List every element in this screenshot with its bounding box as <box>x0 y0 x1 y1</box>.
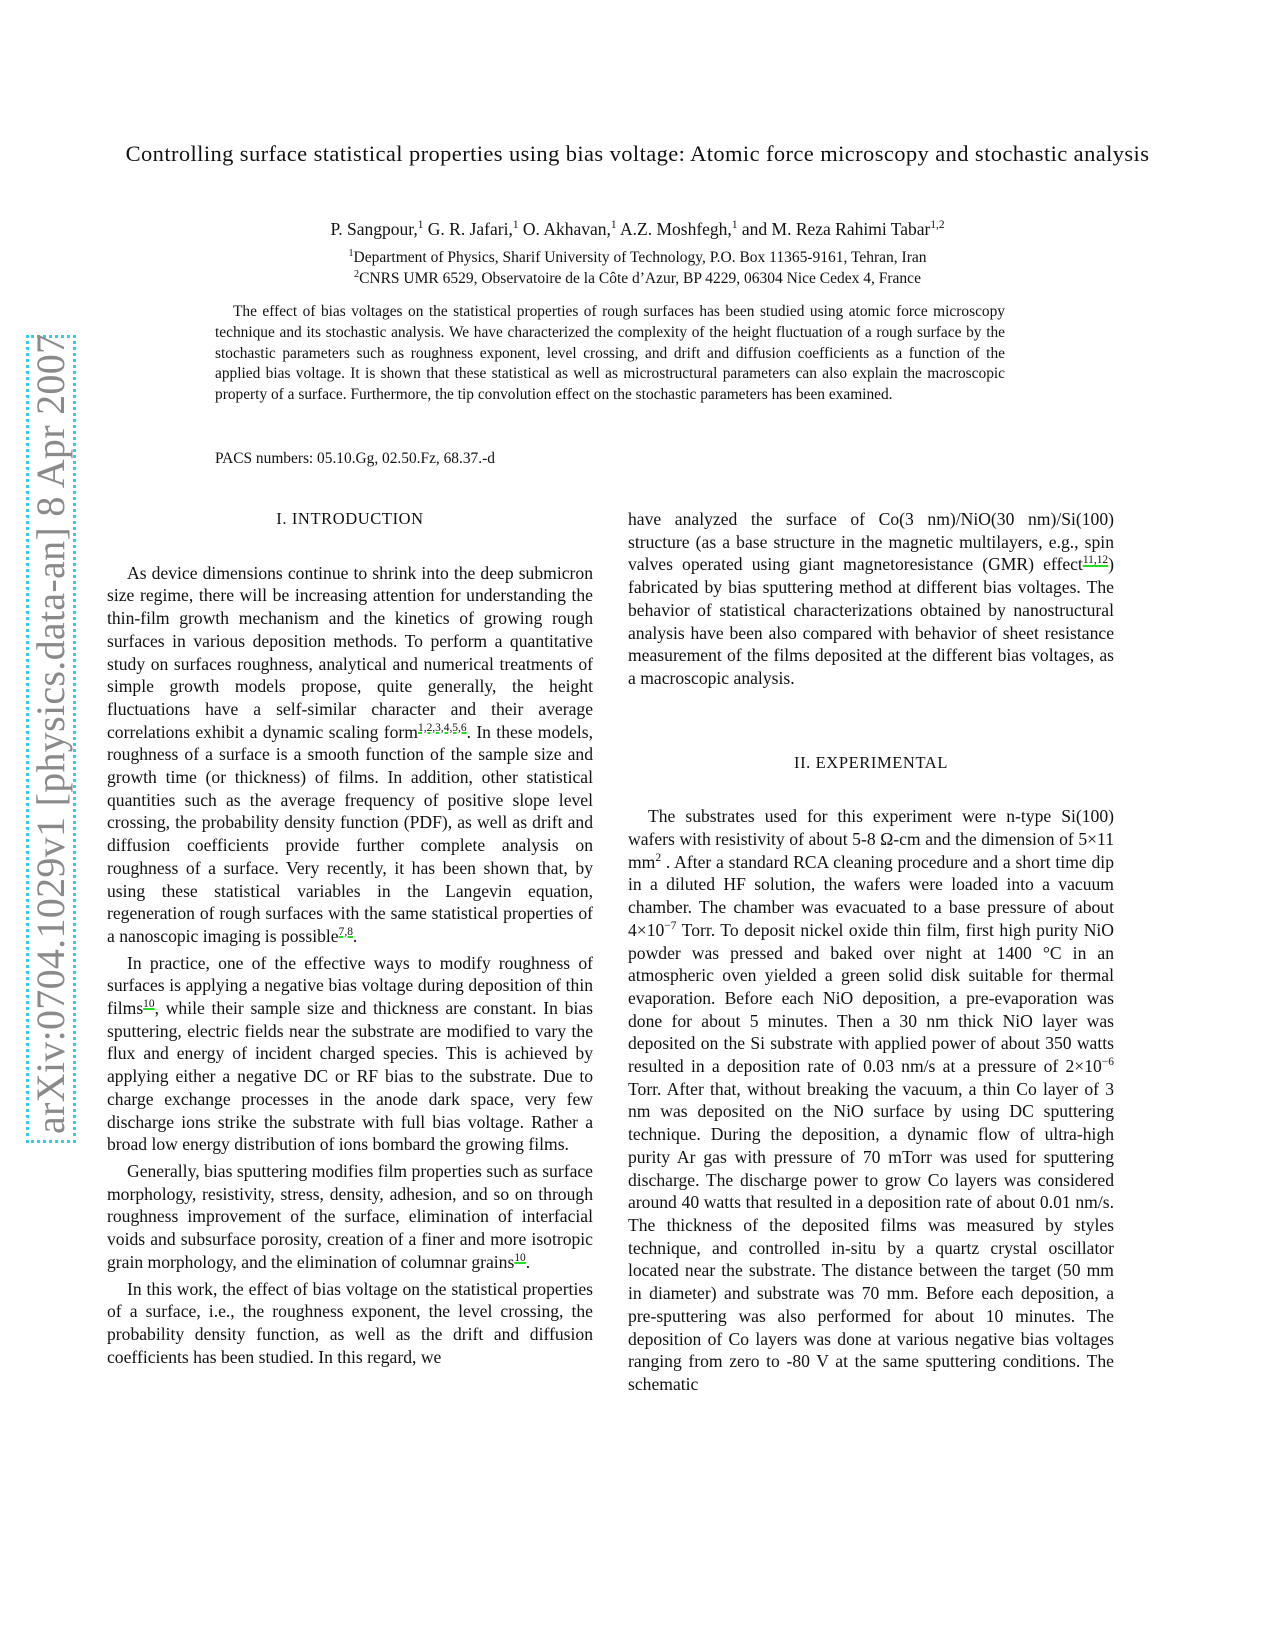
introduction-continued <box>628 508 1114 690</box>
text-run: . After a standard RCA cleaning procedure and a short time dip in a diluted HF solution, the wafers were loaded into a vacuum chamber. The chamber was evacuated to a base pressure of about 4×10 <box>628 851 1114 940</box>
text-run: The substrates used for this experiment were n-type Si(100) wafers with resistivity of about 5-8 Ω-cm and the dimension of 5×11 mm <box>628 806 1114 872</box>
text-run: Torr. To deposit nickel oxide thin film, first high purity NiO powder was pressed and baked over night at 1400 °C in an atmospheric oven yielded a green solid disk suitable for thermal evaporation. Before each NiO deposition, a pre-evaporation was done for about 5 minutes. Then a 30 nm thick NiO layer was deposited on the Si substrate with applied power of about 350 watts resulted in a deposition rate of 0.03 nm/s at a pressure of 2×10 <box>628 919 1114 1077</box>
text-run: . In these models, roughness of a surface is a smooth function of the sample size and growth time (or thickness) of films. In addition, other statistical quantities such as the average frequency of positive slope level crossing, the probability density function (PDF), as well as drift and diffusion coefficients provide further complete analysis on roughness of a surface. Very recently, it has been shown that, by using these statistical variables in the Langevin equation, regeneration of rough surfaces with the same statistical properties of a nanoscopic imaging is possible <box>107 721 594 946</box>
author: and M. Reza Rahimi Tabar$^{1,2}$ <box>741 219 945 239</box>
text-run: ) fabricated by bias sputtering method at different bias voltages. The behavior of statistical characterizations obtained by nanostructural analysis have been also compared with behavior of sheet resistance measurement of the films deposited at the different bias voltages, as a macroscopic analysis. <box>628 554 1114 688</box>
superscript: −7 <box>664 919 677 932</box>
paragraph <box>107 562 593 948</box>
text-run: In this work, the effect of bias voltage on the statistical properties of a surface, i.e., the roughness exponent, the level crossing, the probability density function, as well as the drift and diffusion coefficients has been studied. In this regard, we <box>107 1278 593 1367</box>
text-run: Torr. After that, without breaking the vacuum, a thin Co layer of 3 nm was deposited on the NiO surface by using DC sputtering technique. During the deposition, a dynamic flow of ultra-high purity Ar gas with pressure of 70 mTorr was used for sputtering discharge. The discharge power to grow Co layers was considered around 40 watts that resulted in a deposition rate of about 0.01 nm/s. The thickness of the deposited films was measured by styles technique, and controlled in-situ by a quartz crystal oscillator located near the substrate. The distance between the target (50 mm in diameter) and substrate was 70 mm. Before each deposition, a pre-sputtering was also performed for about 10 minutes. The deposition of Co layers was done at various negative bias voltages ranging from zero to -80 V at the same sputtering conditions. The schematic <box>628 1078 1114 1394</box>
right-column <box>628 508 1114 1400</box>
experimental-body <box>628 805 1114 1395</box>
section-heading-introduction: I. INTRODUCTION <box>276 509 424 528</box>
citation-link[interactable]: 7,8 <box>338 926 353 939</box>
author: G. R. Jafari,$^1$ <box>427 219 519 239</box>
paragraph <box>628 805 1114 1395</box>
author-list <box>0 219 1275 240</box>
introduction-body <box>107 562 593 1369</box>
text-run: . <box>352 925 358 946</box>
pacs-numbers: PACS numbers: 05.10.Gg, 02.50.Fz, 68.37.-d <box>215 450 495 467</box>
arxiv-stamp: arXiv:0704.1029v1 [physics.data-an] 8 Apr 2007 <box>26 335 76 1143</box>
author: A.Z. Moshfegh,$^1$ <box>620 219 738 239</box>
text-run: In practice, one of the effective ways to modify roughness of surfaces is applying a negative bias voltage during deposition of thin films <box>107 952 593 1019</box>
text-run: , while their sample size and thickness are constant. In bias sputtering, electric fields near the substrate are modified to vary the flux and energy of incident charged species. This is achieved by applying either a negative DC or RF bias to the substrate. Due to charge exchange processes in the anode dark space, very few discharge ions strike the substrate with full bias voltage. Rather a broad low energy distribution of ions bombard the growing films. <box>107 998 593 1155</box>
citation-link[interactable]: 11,12 <box>1082 554 1109 567</box>
citation-link[interactable]: 1,2,3,4,5,6 <box>417 721 467 734</box>
citation-link[interactable]: 10 <box>514 1251 526 1264</box>
paragraph <box>107 1160 593 1274</box>
text-run: . <box>525 1251 531 1272</box>
paragraph <box>107 952 593 1156</box>
affiliation: $^2$CNRS UMR 6529, Observatoire de la Côte d’Azur, BP 4229, 06304 Nice Cedex 4, France <box>354 268 921 287</box>
paragraph <box>628 508 1114 690</box>
author: O. Akhavan,$^1$ <box>522 219 617 239</box>
left-column <box>107 508 593 1372</box>
citation-link[interactable]: 10 <box>143 998 155 1011</box>
paper-title: Controlling surface statistical properties using bias voltage: Atomic force microscopy and stochastic analysis <box>125 141 1150 166</box>
section-heading-experimental: II. EXPERIMENTAL <box>793 752 948 772</box>
paragraph <box>107 1278 593 1369</box>
affiliation: $^1$Department of Physics, Sharif University of Technology, P.O. Box 11365-9161, Tehran, Iran <box>348 247 927 266</box>
superscript: −6 <box>1101 1056 1114 1069</box>
text-run: As device dimensions continue to shrink into the deep submicron size regime, there will be increasing attention for understanding the thin-film growth mechanism and the kinetics of growing rough surfaces in various deposition methods. To perform a quantitative study on surfaces roughness, analytical and numerical treatments of simple growth models propose, quite generally, the height fluctuations have a self-similar character and their average correlations exhibit a dynamic scaling form <box>107 562 593 742</box>
text-run: have analyzed the surface of Co(3 nm)/NiO(30 nm)/Si(100) structure (as a base structure in the magnetic multilayers, e.g., spin valves operated using giant magnetoresistance (GMR) effect <box>628 509 1114 575</box>
text-run: Generally, bias sputtering modifies film properties such as surface morphology, resistivity, stress, density, adhesion, and so on through roughness improvement of the surface, elimination of interfacial voids and subsurface porosity, creation of a finer and more isotropic grain morphology, and the elimination of columnar grains <box>107 1160 593 1272</box>
superscript: 2 <box>655 851 662 864</box>
abstract: The effect of bias voltages on the statistical properties of rough surfaces has been studied using atomic force microscopy technique and its stochastic analysis. We have characterized the complexity of the height fluctuation of a rough surface by the stochastic parameters such as roughness exponent, level crossing, and drift and diffusion coefficients as a function of the applied bias voltage. It is shown that these statistical as well as microstructural parameters can also explain the macroscopic property of a surface. Furthermore, the tip convolution effect on the stochastic parameters has been examined. <box>215 303 1005 404</box>
author: P. Sangpour,$^1$ <box>330 219 424 239</box>
